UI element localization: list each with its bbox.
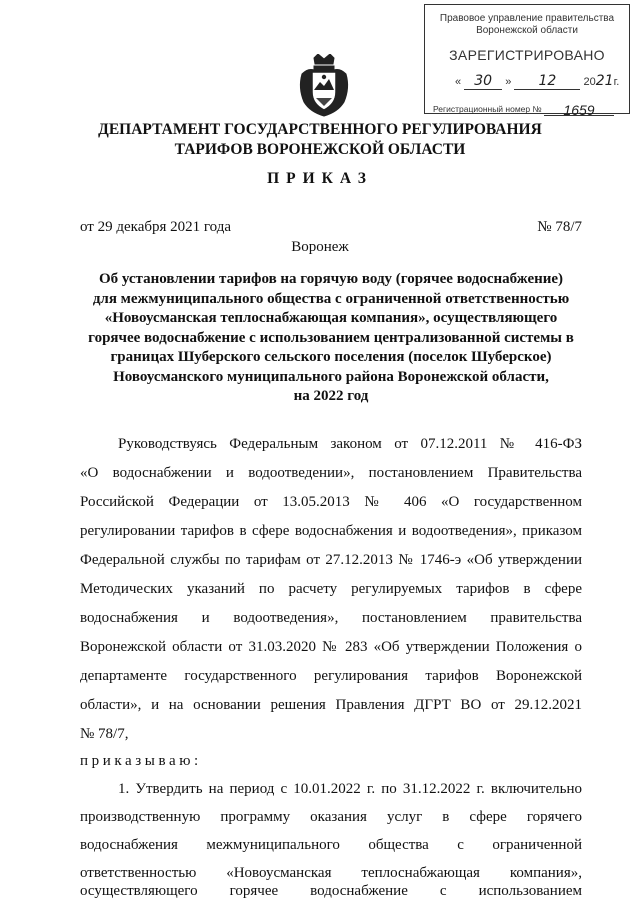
stamp-reg-number: Регистрационный номер № 1659 bbox=[433, 99, 614, 116]
body-line: Федеральной службы по тарифам от 27.12.2013 № 1746-э «Об утверждении bbox=[80, 552, 582, 568]
title-line: для межмуниципального общества с ограниченной ответственностью bbox=[92, 290, 570, 307]
document-date: от 29 декабря 2021 года bbox=[80, 219, 232, 235]
title-line: «Новоусманская теплоснабжающая компания», осуществляющего bbox=[104, 310, 558, 326]
department-name-line1: ДЕПАРТАМЕНТ ГОСУДАРСТВЕННОГО РЕГУЛИРОВАНИЯ bbox=[98, 121, 542, 138]
document-city: Воронеж bbox=[291, 239, 349, 255]
stamp-date: « 30 » 12 2021г. bbox=[455, 73, 620, 89]
body-line: Российской Федерации от 13.05.2013 № 406 «О государственном bbox=[80, 494, 582, 510]
title-line: Новоусманского муниципального района Воронежской области, bbox=[113, 368, 549, 385]
body-line: Руководствуясь Федеральным законом от 07.12.2011 № 416-ФЗ bbox=[118, 436, 582, 452]
body-line: Методических указаний по расчету регулируемых тарифов в сфере bbox=[80, 581, 582, 597]
item-line: водоснабжения межмуниципального общества с ограниченной bbox=[80, 837, 582, 853]
item-line: 1. Утвердить на период с 10.01.2022 г. по 31.12.2022 г. включительно bbox=[118, 781, 582, 797]
body-line: департаменте государственного регулирования тарифов Воронежской bbox=[80, 668, 582, 684]
stamp-date-month: 12 bbox=[538, 73, 557, 89]
stamp-registered: ЗАРЕГИСТРИРОВАНО bbox=[449, 47, 605, 63]
stamp-date-day: 30 bbox=[474, 73, 493, 89]
item-line: осуществляющего горячее водоснабжение с использованием bbox=[80, 883, 582, 899]
body-line: регулировании тарифов в сфере водоснабжения и водоотведения», приказом bbox=[80, 523, 582, 539]
body-line: Воронежской области от 31.03.2020 № 283 «Об утверждении Положения о bbox=[80, 639, 582, 655]
body-line: «О водоснабжении и водоотведении», постановлением Правительства bbox=[80, 465, 582, 481]
document-number: № 78/7 bbox=[537, 219, 582, 235]
department-name-line2: ТАРИФОВ ВОРОНЕЖСКОЙ ОБЛАСТИ bbox=[174, 141, 466, 158]
registration-stamp bbox=[424, 4, 630, 118]
title-line: горячее водоснабжение с использованием централизованной системы в bbox=[88, 329, 574, 346]
title-line: Об установлении тарифов на горячую воду (горячее водоснабжение) bbox=[98, 271, 564, 287]
stamp-authority: Правовое управление правительства bbox=[439, 13, 615, 24]
stamp-reg-value: 1659 bbox=[563, 102, 595, 118]
document-title bbox=[80, 270, 582, 407]
coat-of-arms-icon bbox=[296, 54, 352, 120]
item-line: производственную программу оказания услуг в сфере горячего bbox=[80, 809, 582, 825]
item-line: ответственностью «Новоусманская теплоснабжающая компания», bbox=[80, 865, 582, 881]
title-line: границах Шуберского сельского поселения (поселок Шуберское) bbox=[110, 349, 552, 365]
stamp-date-year: 21 bbox=[595, 73, 614, 89]
stamp-region: Воронежской области bbox=[476, 25, 578, 36]
body-line: № 78/7, bbox=[80, 726, 129, 742]
order-word: приказываю: bbox=[80, 753, 202, 769]
document-type: ПРИКАЗ bbox=[267, 170, 373, 187]
body-line: водоснабжения и водоотведения», постановлением правительства bbox=[80, 610, 582, 626]
body-line: области», и на основании решения Правления ДГРТ ВО от 29.12.2021 bbox=[80, 697, 582, 713]
title-line: на 2022 год bbox=[293, 388, 369, 404]
